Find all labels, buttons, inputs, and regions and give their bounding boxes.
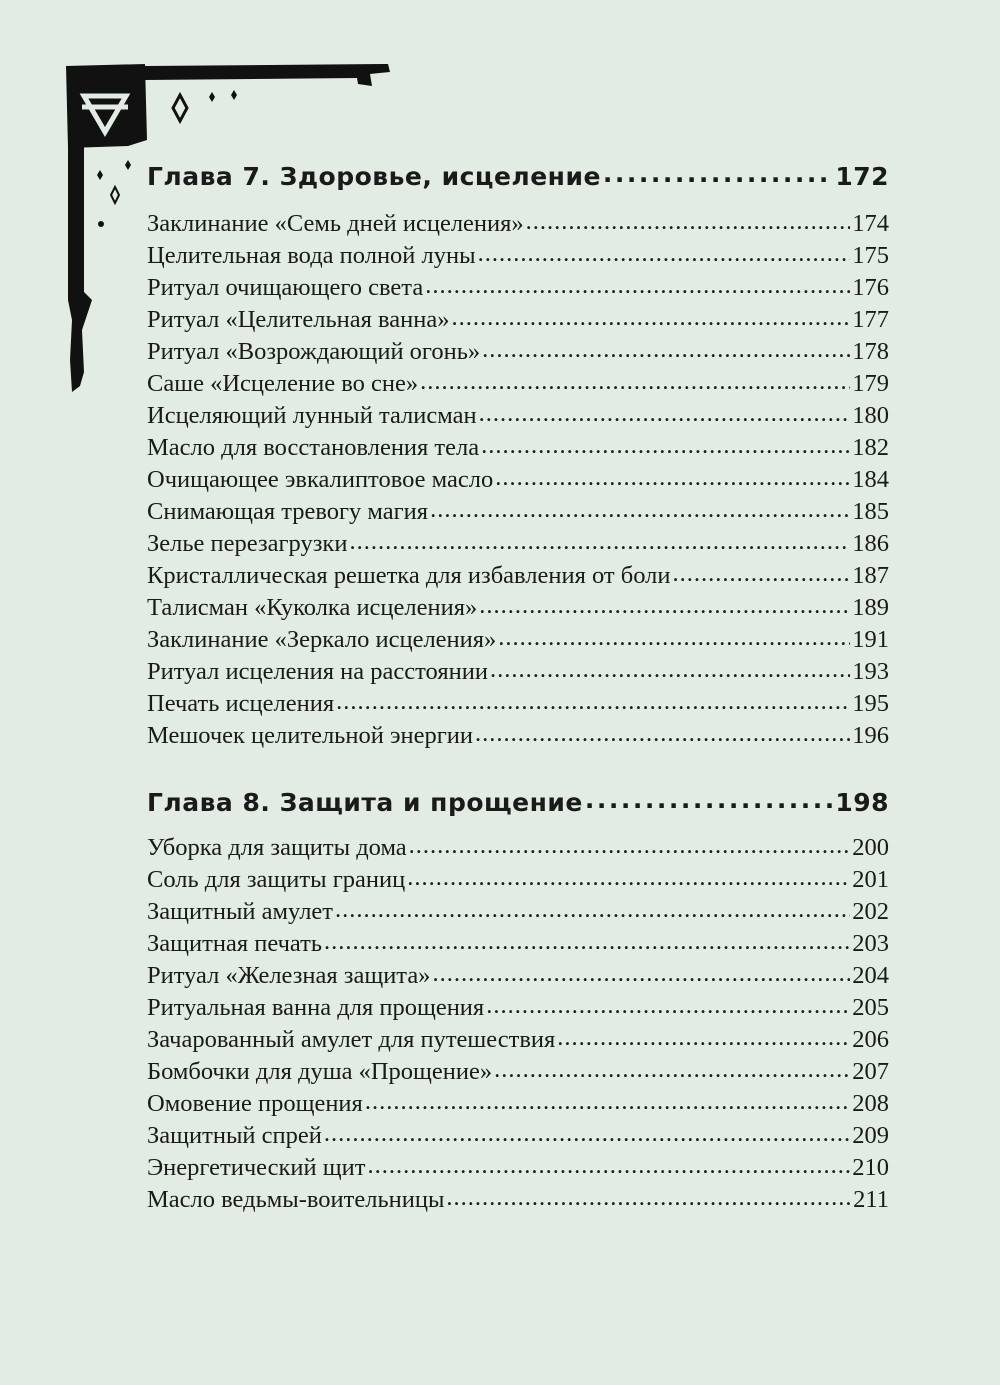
toc-entry [147,718,889,751]
dot-leader [430,494,850,519]
dot-leader [490,654,850,679]
dot-leader [335,894,850,919]
entry-page: 175 [852,241,889,269]
entry-title: Целительная вода полной луны [147,241,476,269]
entry-title: Энергетический щит [147,1153,366,1181]
toc-entry [147,1022,889,1055]
dot-leader [432,958,850,983]
toc-entry [147,894,889,927]
entry-title: Очищающее эвкалиптовое масло [147,465,494,493]
toc-entry [147,494,889,527]
entry-title: Масло для восстановления тела [147,433,480,461]
dot-leader [446,1182,851,1207]
dot-leader [475,718,850,743]
entry-title: Защитный спрей [147,1121,322,1149]
toc-entry [147,1118,889,1151]
dot-leader [526,206,851,231]
entry-title: Зелье перезагрузки [147,529,348,557]
toc-entry [147,1182,889,1215]
toc-entry [147,398,889,431]
entry-title: Снимающая тревогу магия [147,497,429,525]
entry-title: Саше «Исцеление во сне» [147,369,419,397]
dot-leader [451,302,850,327]
entry-title: Уборка для защиты дома [147,833,407,861]
entry-page: 177 [852,305,889,333]
entry-page: 189 [852,593,889,621]
entry-page: 200 [852,833,889,861]
dot-leader [495,462,850,487]
entry-page: 176 [852,273,889,301]
diamond-icon [173,95,187,121]
entry-title: Мешочек целительной энергии [147,721,473,749]
toc-entry [147,830,889,863]
toc-entry [147,1086,889,1119]
entry-title: Защитный амулет [147,897,333,925]
toc-entry [147,366,889,399]
entry-title: Ритуал «Возрождающий огонь» [147,337,481,365]
entry-page: 211 [853,1185,889,1213]
entry-title: Кристаллическая решетка для избавления от боли [147,561,671,589]
chapter-page: 172 [835,162,889,191]
entry-page: 187 [852,561,889,589]
alchemical-symbol-icon [66,64,147,148]
dot-leader [367,1150,850,1175]
entry-page: 207 [852,1057,889,1085]
entry-page: 196 [852,721,889,749]
entry-title: Ритуал «Железная защита» [147,961,431,989]
entry-page: 185 [852,497,889,525]
dot-leader [479,398,851,423]
dot-leader [365,1086,850,1111]
entry-page: 195 [852,689,889,717]
dot-leader [494,1054,850,1079]
entry-page: 182 [852,433,889,461]
entry-title: Талисман «Куколка исцеления» [147,593,478,621]
entry-page: 174 [852,209,889,237]
entry-page: 201 [852,865,889,893]
entry-title: Печать исцеления [147,689,335,717]
entry-page: 210 [852,1153,889,1181]
toc-entry [147,1054,889,1087]
entry-page: 203 [852,929,889,957]
dot-leader [557,1022,850,1047]
dot-leader [498,622,850,647]
chapter-heading [147,160,889,192]
dot-leader [478,238,851,263]
dot-leader [407,862,850,887]
dot-leader [585,786,833,811]
dot-leader [349,526,850,551]
entry-title: Омовение прощения [147,1089,363,1117]
toc-entry [147,1150,889,1183]
dot-leader [324,926,850,951]
toc-entry [147,590,889,623]
entry-page: 204 [852,961,889,989]
entry-title: Соль для защиты границ [147,865,406,893]
toc-entry [147,990,889,1023]
entry-page: 179 [852,369,889,397]
dot-leader [672,558,850,583]
entry-page: 180 [852,401,889,429]
entry-page: 206 [852,1025,889,1053]
toc-entry [147,206,889,239]
toc-entry [147,302,889,335]
chapter-title: Глава 8. Защита и прощение [147,788,583,817]
entry-title: Заклинание «Зеркало исцеления» [147,625,497,653]
toc-entry [147,654,889,687]
dot-leader [420,366,850,391]
toc-entry [147,686,889,719]
entry-title: Ритуал исцеления на расстоянии [147,657,488,685]
entry-page: 209 [852,1121,889,1149]
dot-leader [324,1118,850,1143]
dot-leader [425,270,850,295]
dot-leader [479,590,850,615]
entry-page: 184 [852,465,889,493]
toc-entry [147,558,889,591]
dot-leader [409,830,851,855]
entry-title: Масло ведьмы-воительницы [147,1185,445,1213]
dot-leader [603,160,833,185]
dot-leader [336,686,850,711]
dot-leader [486,990,850,1015]
entry-page: 208 [852,1089,889,1117]
entry-title: Исцеляющий лунный талисман [147,401,477,429]
toc-entry [147,622,889,655]
entry-title: Ритуал очищающего света [147,273,424,301]
entry-page: 191 [852,625,889,653]
entry-page: 193 [852,657,889,685]
dot-leader [482,334,850,359]
toc-entry [147,958,889,991]
entry-page: 178 [852,337,889,365]
entry-title: Бомбочки для душа «Прощение» [147,1057,493,1085]
toc-entry [147,270,889,303]
entry-title: Ритуальная ванна для прощения [147,993,485,1021]
toc-entry [147,334,889,367]
toc-entry [147,526,889,559]
toc-entry [147,462,889,495]
entry-page: 205 [852,993,889,1021]
entry-page: 202 [852,897,889,925]
toc-entry [147,926,889,959]
entry-title: Защитная печать [147,929,323,957]
entry-title: Зачарованный амулет для путешествия [147,1025,556,1053]
chapter-page: 198 [835,788,889,817]
dot-leader [481,430,850,455]
chapter-title: Глава 7. Здоровье, исцеление [147,162,601,191]
entry-title: Заклинание «Семь дней исцеления» [147,209,524,237]
entry-title: Ритуал «Целительная ванна» [147,305,450,333]
toc-entry [147,430,889,463]
entry-page: 186 [852,529,889,557]
chapter-heading [147,786,889,818]
toc-entry [147,238,889,271]
toc-entry [147,862,889,895]
